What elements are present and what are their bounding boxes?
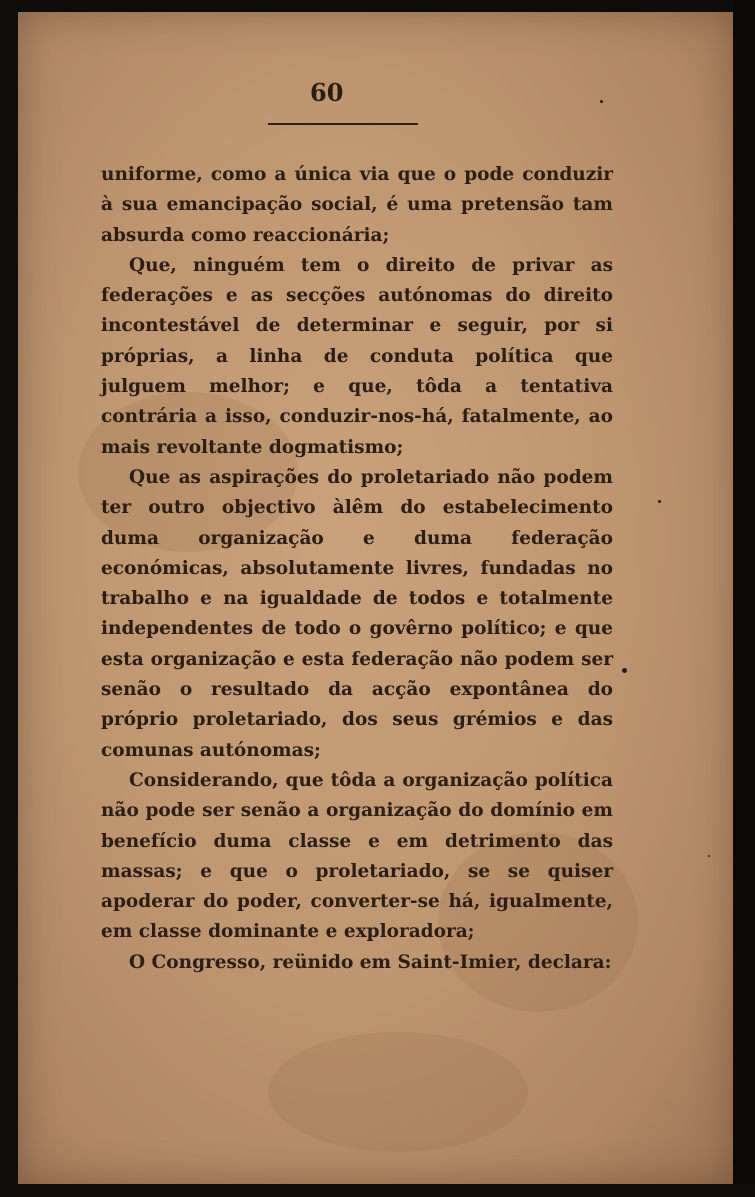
- ink-speck: [622, 668, 627, 673]
- page-number: 60: [310, 78, 344, 107]
- scan-right-border: [733, 0, 755, 1197]
- paragraph: Que, ninguém tem o direito de privar as federações e as secções autónomas do direito incontestável de determinar e seguir, por si próprias, a linha de conduta política que julguem melhor; e que, tôda a tentativa contrária a isso, conduzir-nos-há, fatalmente, ao mais revoltante dogmatismo;: [101, 254, 613, 458]
- body-text: [101, 160, 613, 978]
- paper-stain: [268, 1032, 528, 1152]
- page-number-rule: [268, 123, 418, 125]
- paragraph: Considerando, que tôda a organização política não pode ser senão a organização do domínio em benefício duma classe e em detrimento das massas; e que o proletariado, se se quiser apoderar do poder, converter-se há, igualmente, em classe dominante e exploradora;: [101, 769, 613, 943]
- ink-speck: [600, 100, 603, 103]
- paragraph: Que as aspirações do proletariado não podem ter outro objectivo àlêm do estabelecimento duma organização e duma federação económicas, absolutamente livres, fundadas no trabalho e na igualdade de todos e totalmente independentes de todo o govêrno político; e que esta organização e esta federação não podem ser senão o resultado da acção expontânea do próprio proletariado, dos seus grémios e das comunas autónomas;: [101, 466, 613, 761]
- ink-speck: [658, 500, 661, 503]
- paragraph: uniforme, como a única via que o pode conduzir à sua emancipação social, é uma pretensão tam absurda como reaccionária;: [101, 164, 613, 246]
- paragraph: O Congresso, reünido em Saint-Imier, declara:: [129, 951, 612, 973]
- ink-speck: [708, 855, 710, 857]
- scan-left-border: [0, 0, 18, 1197]
- scan-bottom-border: [0, 1184, 755, 1197]
